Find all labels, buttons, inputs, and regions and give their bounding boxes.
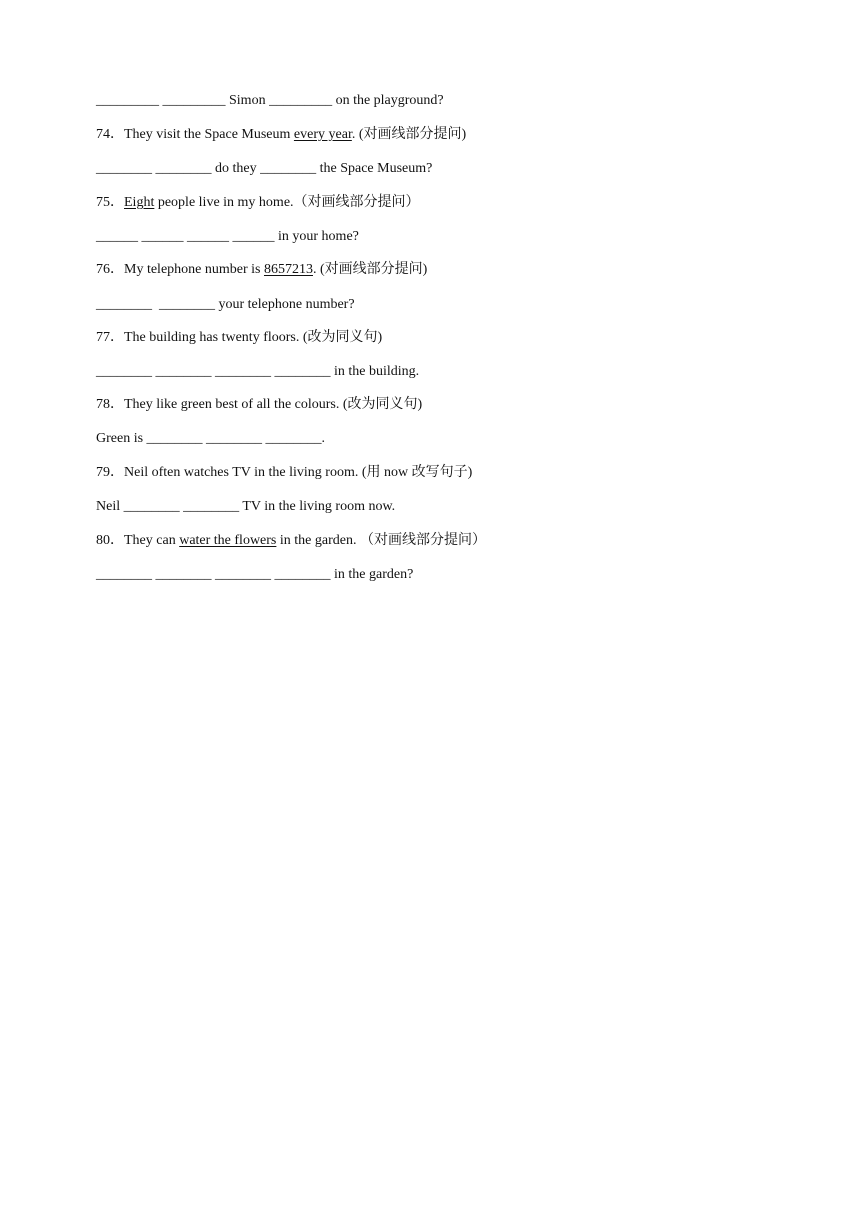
question-number: 74． [96, 127, 124, 142]
underlined-phrase: water the flowers [179, 533, 277, 548]
underlined-phrase: 8657213 [263, 262, 313, 277]
question-text-after: in the garden. （对画线部分提问） [276, 533, 486, 548]
question-text-before: My telephone number is [124, 262, 264, 277]
underlined-phrase: every year [293, 127, 352, 142]
question-text: They like green best of all the colours. (改为同义句) [124, 397, 423, 412]
answer-text: Green is ________ ________ ________. [96, 431, 326, 446]
answer-text: ________ ________ your telephone number? [96, 297, 355, 312]
question-number: 77． [96, 330, 124, 345]
question-text: Neil often watches TV in the living room. (用 now 改写句子) [124, 465, 473, 480]
question-number: 78． [96, 397, 124, 412]
answer-text: ________ ________ ________ ________ in the garden? [96, 567, 414, 582]
question-number: 80． [96, 533, 124, 548]
answer-text: Neil ________ ________ TV in the living room now. [96, 499, 396, 514]
question-text-before: They can [124, 533, 180, 548]
question-number: 76． [96, 262, 124, 277]
answer-text: ________ ________ do they ________ the Space Museum? [96, 161, 433, 176]
question-text: The building has twenty floors. (改为同义句) [124, 330, 383, 345]
answer-text: ______ ______ ______ ______ in your home? [96, 229, 359, 244]
question-number: 75． [96, 195, 124, 210]
question-number: 79． [96, 465, 124, 480]
answer-line-80 [82, 548, 413, 602]
question-text-before: They visit the Space Museum [124, 127, 294, 142]
question-text-after: . (对画线部分提问) [351, 127, 467, 142]
underlined-phrase: Eight [124, 195, 155, 210]
answer-text: _________ _________ Simon _________ on the playground? [96, 93, 444, 108]
answer-text: ________ ________ ________ ________ in the building. [96, 364, 420, 379]
question-text-after: . (对画线部分提问) [312, 262, 428, 277]
question-text-after: people live in my home.（对画线部分提问） [154, 195, 420, 210]
